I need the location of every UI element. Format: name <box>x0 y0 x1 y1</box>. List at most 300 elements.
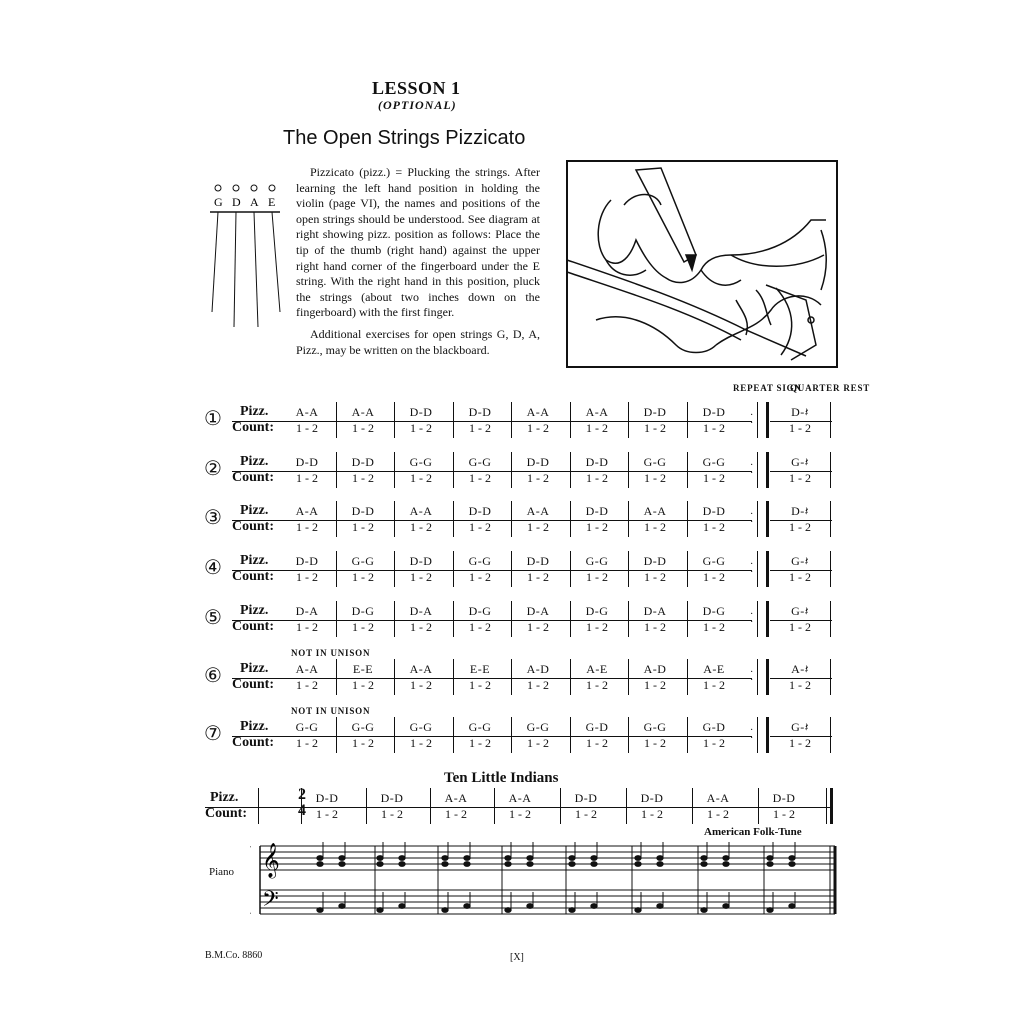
intro-text <box>296 165 540 358</box>
not-in-unison-label: NOT IN UNISON <box>291 648 371 658</box>
count-value: 1 - 2 <box>296 570 318 584</box>
page-number: [X] <box>510 952 524 963</box>
final-note: G-𝄽 <box>791 720 809 734</box>
count-value: 1 - 2 <box>703 421 725 435</box>
count-value: 1 - 2 <box>296 471 318 485</box>
repeat-dots: · · <box>750 725 754 744</box>
bar-line <box>336 402 337 438</box>
pizz-note: D-D <box>409 405 433 419</box>
count-value: 1 - 2 <box>586 620 608 634</box>
lesson-title: LESSON 1 <box>372 78 461 98</box>
treble-note <box>442 862 448 867</box>
bar-line <box>687 601 688 637</box>
final-note: G-𝄽 <box>791 554 809 568</box>
bar-line <box>628 402 629 438</box>
treble-note <box>317 862 323 867</box>
final-note: D-𝄽 <box>791 504 809 518</box>
bar-line <box>687 659 688 695</box>
final-note: A-𝄽 <box>791 662 809 676</box>
count-label: Count: <box>232 735 275 750</box>
bar-line <box>336 659 337 695</box>
pizz-note: A-A <box>526 504 550 518</box>
exercise-number: ① <box>204 406 222 430</box>
bass-note <box>442 908 448 913</box>
bar-line <box>336 501 337 537</box>
song-count-value: 1 - 2 <box>445 807 467 821</box>
song-count-value: 1 - 2 <box>509 807 531 821</box>
count-value: 1 - 2 <box>644 471 666 485</box>
count-value: 1 - 2 <box>527 736 549 750</box>
repeat-sign <box>757 601 769 637</box>
time-signature-bottom: 4 <box>298 802 306 819</box>
string-label-a: A <box>250 195 259 209</box>
pizz-note: G-G <box>351 554 375 568</box>
treble-note <box>723 862 729 867</box>
quarter-rest-label: QUARTER REST <box>790 383 871 393</box>
pizz-note: A-A <box>643 504 667 518</box>
count-value: 1 - 2 <box>469 736 491 750</box>
pizz-label: Pizz. <box>240 603 269 618</box>
pizz-note: D-D <box>295 554 319 568</box>
count-label: Count: <box>232 470 275 485</box>
count-value: 1 - 2 <box>296 520 318 534</box>
treble-note <box>442 856 448 861</box>
count-value: 1 - 2 <box>789 471 811 485</box>
lesson-subtitle: (OPTIONAL) <box>378 98 457 112</box>
end-bar-line <box>830 402 831 438</box>
treble-note <box>464 862 470 867</box>
string-label-e: E <box>268 195 276 209</box>
bar-line <box>511 601 512 637</box>
bar-line <box>453 659 454 695</box>
count-value: 1 - 2 <box>352 620 374 634</box>
bar-line <box>570 452 571 488</box>
count-label: Count: <box>232 677 275 692</box>
repeat-dots: · · <box>750 609 754 628</box>
pizz-note: D-D <box>468 405 492 419</box>
count-value: 1 - 2 <box>352 520 374 534</box>
bar-line <box>394 551 395 587</box>
pizz-note: G-G <box>295 720 319 734</box>
pizz-note: D-D <box>643 405 667 419</box>
treble-note <box>377 862 383 867</box>
count-value: 1 - 2 <box>296 678 318 692</box>
bar-line <box>453 601 454 637</box>
count-value: 1 - 2 <box>586 421 608 435</box>
bass-note <box>723 904 729 909</box>
repeat-dots: · · <box>750 410 754 429</box>
pizz-note: G-G <box>351 720 375 734</box>
pizz-note: D-D <box>295 455 319 469</box>
song-bar-line <box>430 788 431 824</box>
count-value: 1 - 2 <box>527 520 549 534</box>
pizz-note: G-G <box>702 554 726 568</box>
piano-score <box>250 836 840 926</box>
count-value: 1 - 2 <box>527 471 549 485</box>
bar-line <box>570 601 571 637</box>
count-value: 1 - 2 <box>789 736 811 750</box>
publisher-code: B.M.Co. 8860 <box>205 950 263 961</box>
intro-paragraph: Pizzicato (pizz.) = Plucking the strings. After learning the left hand position in holding the violin (page VI), the names and positions of the open strings should be understood. See diagram at right showing pizz. position as follows: Place the tip of the thumb (right hand) against the upper right hand corner of the fingerboard under the E string. With the right hand in this position, pluck the strings (about two inches down on the fingerboard) with the first finger. <box>296 165 540 320</box>
count-label: Count: <box>232 420 275 435</box>
bar-line <box>336 717 337 753</box>
pizz-note: E-E <box>469 662 491 676</box>
bar-line <box>687 452 688 488</box>
count-value: 1 - 2 <box>586 678 608 692</box>
pizz-note: G-D <box>585 720 609 734</box>
song-bar-line <box>560 788 561 824</box>
repeat-sign <box>757 551 769 587</box>
count-label: Count: <box>232 619 275 634</box>
string-label-d: D <box>232 195 241 209</box>
repeat-sign <box>757 659 769 695</box>
song-pizz-note: D-D <box>772 791 796 805</box>
repeat-sign <box>757 402 769 438</box>
pizz-label: Pizz. <box>240 404 269 419</box>
pizz-label: Pizz. <box>240 719 269 734</box>
treble-note <box>464 856 470 861</box>
pizzicato-hand-illustration <box>566 160 838 368</box>
treble-note <box>657 862 663 867</box>
bar-line <box>453 402 454 438</box>
pizz-note: A-A <box>295 405 319 419</box>
count-value: 1 - 2 <box>469 471 491 485</box>
treble-note <box>767 862 773 867</box>
count-value: 1 - 2 <box>789 678 811 692</box>
end-bar-line <box>830 659 831 695</box>
song-title: Ten Little Indians <box>444 770 559 786</box>
pizz-note: A-A <box>351 405 375 419</box>
pizz-note: D-D <box>526 554 550 568</box>
count-value: 1 - 2 <box>703 736 725 750</box>
end-bar-line <box>830 551 831 587</box>
final-note: G-𝄽 <box>791 455 809 469</box>
exercise-number: ② <box>204 456 222 480</box>
count-value: 1 - 2 <box>527 678 549 692</box>
pizz-note: G-G <box>585 554 609 568</box>
count-value: 1 - 2 <box>410 471 432 485</box>
treble-note <box>591 856 597 861</box>
bass-clef-icon: 𝄢 <box>262 887 279 916</box>
bar-line <box>628 501 629 537</box>
song-credit: American Folk-Tune <box>704 826 802 838</box>
string-labels <box>214 195 275 209</box>
treble-clef-icon: 𝄞 <box>262 844 280 877</box>
exercise-number: ④ <box>204 555 222 579</box>
pizz-note: D-D <box>409 554 433 568</box>
song-pizz-note: D-D <box>640 791 664 805</box>
pizz-note: D-G <box>351 604 375 618</box>
bar-line <box>687 501 688 537</box>
count-value: 1 - 2 <box>644 520 666 534</box>
pizz-label: Pizz. <box>240 661 269 676</box>
exercise-number: ③ <box>204 505 222 529</box>
bar-line <box>511 717 512 753</box>
song-count-value: 1 - 2 <box>641 807 663 821</box>
end-bar-line <box>830 452 831 488</box>
treble-note <box>527 862 533 867</box>
count-label: Count: <box>232 519 275 534</box>
count-value: 1 - 2 <box>644 570 666 584</box>
pizz-note: D-A <box>295 604 319 618</box>
count-value: 1 - 2 <box>703 620 725 634</box>
bar-line <box>453 551 454 587</box>
pizz-note: A-A <box>295 504 319 518</box>
bass-note <box>569 908 575 913</box>
pizz-note: D-D <box>702 405 726 419</box>
section-title: The Open Strings Pizzicato <box>283 127 526 149</box>
exercise-number: ⑥ <box>204 663 222 687</box>
count-value: 1 - 2 <box>703 678 725 692</box>
pizz-note: A-A <box>409 504 433 518</box>
treble-note <box>377 856 383 861</box>
bass-note <box>527 904 533 909</box>
bar-line <box>511 659 512 695</box>
final-note: D-𝄽 <box>791 405 809 419</box>
bar-line <box>453 717 454 753</box>
bass-note <box>701 908 707 913</box>
bar-line <box>336 601 337 637</box>
repeat-dots: · · <box>750 559 754 578</box>
count-value: 1 - 2 <box>410 421 432 435</box>
count-value: 1 - 2 <box>703 570 725 584</box>
song-count-value: 1 - 2 <box>381 807 403 821</box>
pizz-note: A-A <box>409 662 433 676</box>
treble-note <box>657 856 663 861</box>
pizz-note: G-D <box>702 720 726 734</box>
count-value: 1 - 2 <box>586 570 608 584</box>
treble-note <box>635 862 641 867</box>
pizz-note: D-G <box>468 604 492 618</box>
bar-line <box>511 402 512 438</box>
song-bar-line <box>258 788 259 824</box>
treble-note <box>701 856 707 861</box>
repeat-sign-label: REPEAT SIGN <box>733 383 802 393</box>
pizz-note: D-A <box>643 604 667 618</box>
treble-note <box>591 862 597 867</box>
pizz-note: G-G <box>702 455 726 469</box>
pizz-note: D-G <box>702 604 726 618</box>
count-value: 1 - 2 <box>352 678 374 692</box>
bar-line <box>336 452 337 488</box>
pizz-note: D-A <box>409 604 433 618</box>
treble-note <box>505 856 511 861</box>
song-bar-line <box>692 788 693 824</box>
bass-note <box>317 908 323 913</box>
time-signature-top: 2 <box>298 786 306 803</box>
count-value: 1 - 2 <box>410 620 432 634</box>
bar-line <box>511 501 512 537</box>
treble-note <box>527 856 533 861</box>
pizz-note: A-A <box>295 662 319 676</box>
pizz-note: D-D <box>468 504 492 518</box>
song-count-value: 1 - 2 <box>316 807 338 821</box>
song-pizz-note: A-A <box>706 791 730 805</box>
count-value: 1 - 2 <box>352 421 374 435</box>
treble-note <box>701 862 707 867</box>
bass-note <box>339 904 345 909</box>
count-value: 1 - 2 <box>703 520 725 534</box>
bass-note <box>767 908 773 913</box>
treble-note <box>339 856 345 861</box>
count-value: 1 - 2 <box>586 736 608 750</box>
bar-line <box>687 402 688 438</box>
pizz-note: A-D <box>643 662 667 676</box>
song-pizz-note: D-D <box>315 791 339 805</box>
pizz-note: G-G <box>643 455 667 469</box>
count-value: 1 - 2 <box>410 570 432 584</box>
pizz-note: D-D <box>585 455 609 469</box>
bar-line <box>628 659 629 695</box>
count-value: 1 - 2 <box>469 678 491 692</box>
count-value: 1 - 2 <box>469 421 491 435</box>
pizz-note: A-A <box>526 405 550 419</box>
pizz-note: G-G <box>526 720 550 734</box>
bass-note <box>399 904 405 909</box>
bar-line <box>511 551 512 587</box>
song-end-bar <box>826 788 833 824</box>
bass-note <box>505 908 511 913</box>
count-value: 1 - 2 <box>644 736 666 750</box>
bar-line <box>570 659 571 695</box>
pizz-note: D-G <box>585 604 609 618</box>
treble-note <box>399 862 405 867</box>
pizz-note: D-D <box>702 504 726 518</box>
pizz-note: G-G <box>409 455 433 469</box>
song-bar-line <box>626 788 627 824</box>
bar-line <box>453 452 454 488</box>
end-bar-line <box>830 717 831 753</box>
bar-line <box>394 402 395 438</box>
song-count-value: 1 - 2 <box>575 807 597 821</box>
pizz-note: A-D <box>526 662 550 676</box>
count-value: 1 - 2 <box>586 471 608 485</box>
song-pizz-label: Pizz. <box>210 790 239 805</box>
pizz-note: G-G <box>643 720 667 734</box>
bar-line <box>453 501 454 537</box>
bass-note <box>377 908 383 913</box>
song-pizz-note: D-D <box>380 791 404 805</box>
bar-line <box>570 501 571 537</box>
treble-note <box>569 856 575 861</box>
count-value: 1 - 2 <box>789 421 811 435</box>
song-bar-line <box>366 788 367 824</box>
exercise-number: ⑦ <box>204 721 222 745</box>
pizz-note: D-D <box>351 504 375 518</box>
bar-line <box>336 551 337 587</box>
count-value: 1 - 2 <box>352 471 374 485</box>
song-bar-line <box>494 788 495 824</box>
exercise-number: ⑤ <box>204 605 222 629</box>
bass-note <box>789 904 795 909</box>
count-value: 1 - 2 <box>586 520 608 534</box>
song-bar-line <box>301 788 302 824</box>
count-value: 1 - 2 <box>789 620 811 634</box>
repeat-dots: · · <box>750 509 754 528</box>
count-value: 1 - 2 <box>527 421 549 435</box>
pizz-note: E-E <box>352 662 374 676</box>
pizz-note: D-D <box>643 554 667 568</box>
pizz-note: D-D <box>585 504 609 518</box>
bar-line <box>687 717 688 753</box>
treble-note <box>339 862 345 867</box>
bass-note <box>657 904 663 909</box>
treble-note <box>505 862 511 867</box>
intro-extra: Additional exercises for open strings G, D, A, Pizz., may be written on the blackboard. <box>296 326 540 357</box>
count-value: 1 - 2 <box>410 520 432 534</box>
pizz-note: D-A <box>526 604 550 618</box>
treble-note <box>767 856 773 861</box>
bar-line <box>628 452 629 488</box>
bar-line <box>628 601 629 637</box>
repeat-sign <box>757 717 769 753</box>
treble-note <box>317 856 323 861</box>
treble-note <box>723 856 729 861</box>
count-value: 1 - 2 <box>352 570 374 584</box>
pizz-note: G-G <box>468 554 492 568</box>
repeat-dots: · · <box>750 460 754 479</box>
bass-note <box>591 904 597 909</box>
bar-line <box>394 452 395 488</box>
count-label: Count: <box>232 569 275 584</box>
song-pizz-note: A-A <box>444 791 468 805</box>
repeat-dots: · · <box>750 667 754 686</box>
bar-line <box>687 551 688 587</box>
song-count-value: 1 - 2 <box>707 807 729 821</box>
treble-note <box>569 862 575 867</box>
pizz-note: G-G <box>468 455 492 469</box>
treble-note <box>399 856 405 861</box>
count-value: 1 - 2 <box>352 736 374 750</box>
count-value: 1 - 2 <box>789 520 811 534</box>
pizz-note: A-E <box>703 662 725 676</box>
treble-note <box>789 862 795 867</box>
pizz-label: Pizz. <box>240 553 269 568</box>
bar-line <box>511 452 512 488</box>
pizz-label: Pizz. <box>240 454 269 469</box>
pizz-note: G-G <box>468 720 492 734</box>
repeat-sign <box>757 452 769 488</box>
bar-line <box>570 402 571 438</box>
bar-line <box>570 551 571 587</box>
count-value: 1 - 2 <box>644 421 666 435</box>
song-count-label: Count: <box>205 806 248 821</box>
end-bar-line <box>830 601 831 637</box>
bar-line <box>394 717 395 753</box>
bass-note <box>464 904 470 909</box>
bar-line <box>628 551 629 587</box>
count-value: 1 - 2 <box>410 678 432 692</box>
count-value: 1 - 2 <box>703 471 725 485</box>
song-pizz-note: D-D <box>574 791 598 805</box>
count-value: 1 - 2 <box>644 678 666 692</box>
pizz-note: G-G <box>409 720 433 734</box>
bass-note <box>635 908 641 913</box>
pizz-note: A-A <box>585 405 609 419</box>
pizz-label: Pizz. <box>240 503 269 518</box>
bar-line <box>394 659 395 695</box>
count-value: 1 - 2 <box>296 736 318 750</box>
pizz-note: D-D <box>351 455 375 469</box>
count-value: 1 - 2 <box>527 570 549 584</box>
song-count-value: 1 - 2 <box>773 807 795 821</box>
count-value: 1 - 2 <box>469 520 491 534</box>
pizz-note: A-E <box>586 662 608 676</box>
count-value: 1 - 2 <box>527 620 549 634</box>
count-value: 1 - 2 <box>789 570 811 584</box>
count-value: 1 - 2 <box>296 620 318 634</box>
not-in-unison-label: NOT IN UNISON <box>291 706 371 716</box>
